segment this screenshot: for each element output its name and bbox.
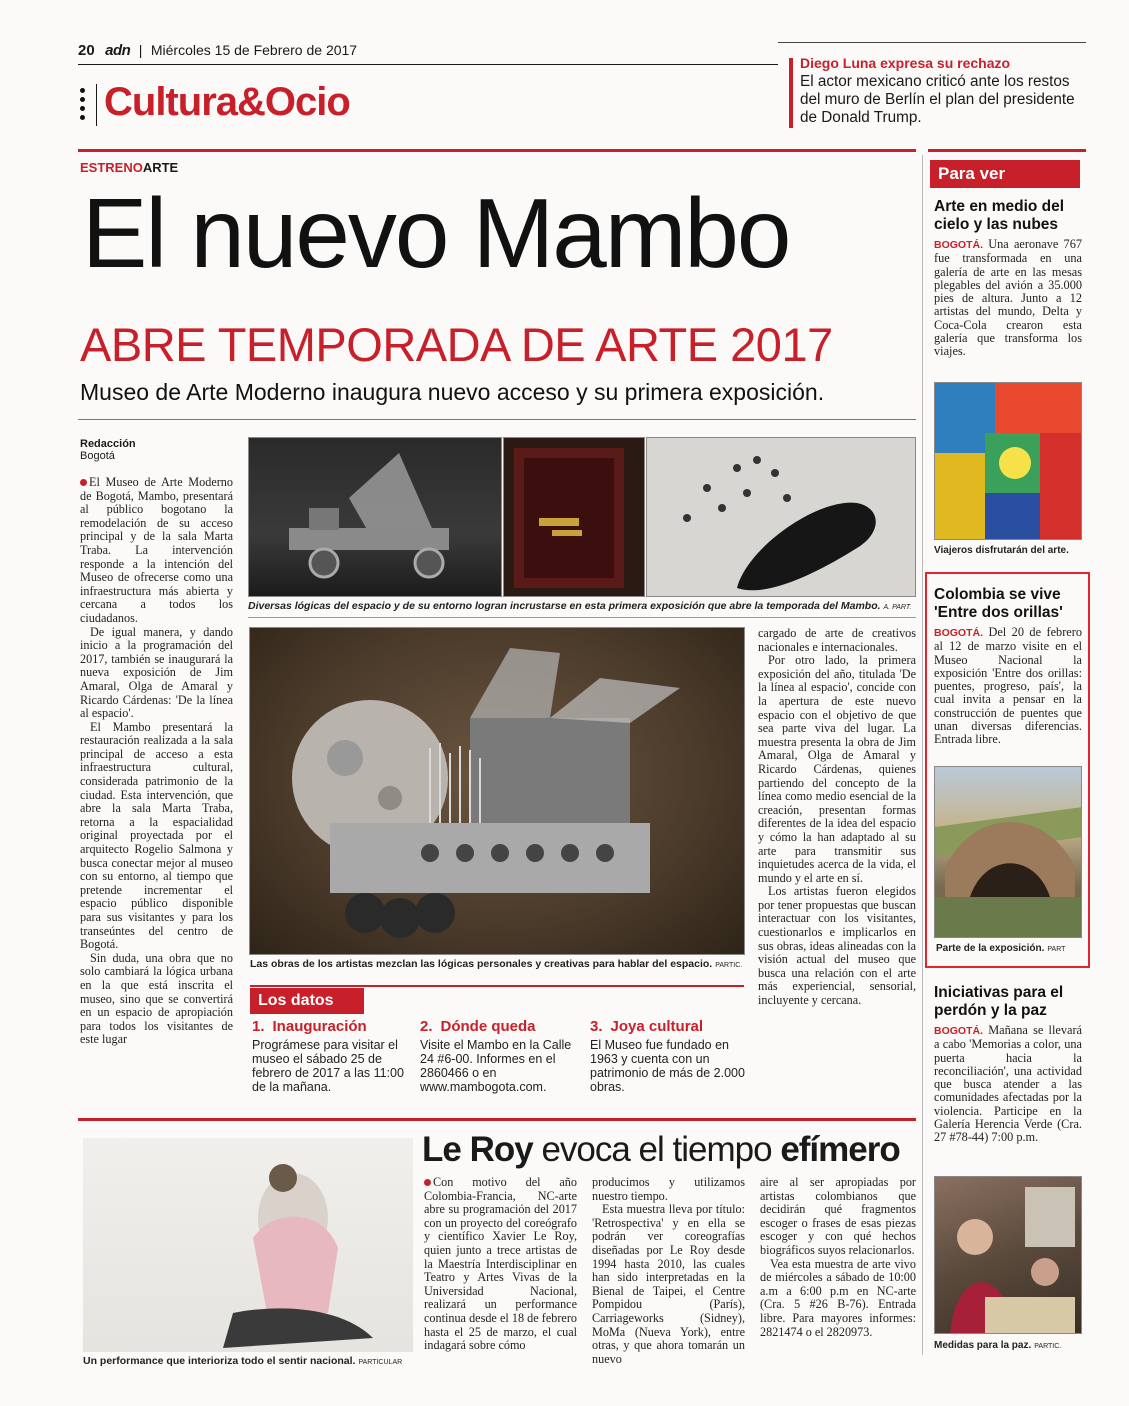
kicker-red: ESTRENO bbox=[80, 160, 143, 175]
paragraph: cargado de arte de creativos nacionales e internacionales. bbox=[758, 627, 916, 654]
sidebar-item-3-caption: Medidas para la paz. PARTIC. bbox=[934, 1340, 1062, 1351]
paragraph: Esta muestra lleva por título: 'Retrospectiva' y en ella se podrán ver coreografías diseñadas por Le Roy desde 1994 hasta 2010, las cuales han sido interpretadas en la Bienal de Taipei, el Centre Pompidou (París), Carriageworks (Sidney), MoMa (Nueva York), entre otras, y que ahora tomarán un nuevo bbox=[592, 1202, 745, 1366]
leroy-photo-caption: Un performance que interioriza todo el sentir nacional. PARTICULAR bbox=[83, 1355, 403, 1367]
brand-logo: adn bbox=[105, 42, 131, 59]
article-title: El nuevo Mambo bbox=[82, 178, 790, 288]
sidebar-item-title: Arte en medio del cielo y las nubes bbox=[934, 198, 1065, 233]
photo-performance bbox=[83, 1138, 413, 1352]
section-rule bbox=[78, 149, 916, 152]
paragraph: Por otro lado, la primera exposición del año, titulada 'De la línea al espacio', concide con la apertura de este nuevo espacio con el objetivo de que sea parte viva del lugar. La muestra presenta la obra de Jim Amaral, Olga de Amaral y Ricardo Cárdenas, quienes partiendo del concepto de la línea como medio esencial de la creación, presentan formas diferentes de la idea del espacio y cómo la han adaptado al su arte para transmitir sus inquietudes acerca de la vida, el mundo y el arte en sí. bbox=[758, 653, 916, 885]
kicker bbox=[80, 160, 178, 175]
teaser-headline: Diego Luna expresa su rechazo bbox=[800, 55, 1011, 71]
article-deck: Museo de Arte Moderno inaugura nuevo acceso y su primera exposición. bbox=[80, 379, 825, 405]
paragraph: De igual manera, y dando inicio a la programación del 2017, también se inaugurará la nueva exposición de Jim Amaral, Olga de Amaral y Ricardo Cárdenas: 'De la línea al espacio'. bbox=[80, 624, 233, 721]
sidebar-item-1-caption: Viajeros disfrutarán del arte. bbox=[934, 545, 1069, 556]
kicker-black: ARTE bbox=[142, 160, 179, 175]
section-dots-icon bbox=[78, 88, 88, 124]
leroy-column-2 bbox=[592, 1176, 745, 1366]
article-subtitle: ABRE TEMPORADA DE ARTE 2017 bbox=[80, 318, 833, 371]
sidebar-item-3: Iniciativas para el perdón y la paz BOGOTÁ. Mañana se llevará a cabo 'Memorias a color, una puerta hacia la reconciliación', una actividad que busca atender a las comunidades afectadas por la violencia. Participe en la Galería Herencia Verde (Cra. 27 #78-44) 7:00 p.m. bbox=[934, 984, 1082, 1145]
page-number: 20 bbox=[78, 42, 95, 59]
photo-tapestry bbox=[503, 437, 645, 597]
sidebar-label: Para ver bbox=[930, 160, 1080, 188]
photo-installation bbox=[646, 437, 916, 597]
masthead: 20 adn | Miércoles 15 de Febrero de 2017 bbox=[78, 42, 358, 59]
bullet-icon bbox=[80, 479, 87, 486]
photo1-caption: Diversas lógicas del espacio y de su entorno logran incrustarse en esta primera exposición que abre la temporada del Mambo. A. PART. bbox=[248, 600, 912, 612]
photo2-caption: Las obras de los artistas mezclan las lógicas personales y creativas para hablar del espacio. PARTIC. bbox=[250, 958, 743, 970]
sidebar-item-1: Arte en medio del cielo y las nubes BOGOTÁ. Una aeronave 767 fue transformada en una galería de arte en las mesas plegables del avión a 35.000 pies de altura. Junto a 12 artistas del mundo, Delta y Coca-Cola crearon esta galería que transforma los viajes. bbox=[934, 198, 1082, 359]
paragraph: producimos y utilizamos nuestro tiempo. bbox=[592, 1176, 745, 1203]
masthead-rule bbox=[78, 64, 778, 65]
photo-peace-workshop bbox=[934, 1176, 1082, 1334]
photo-art-plane bbox=[934, 382, 1082, 540]
bullet-icon bbox=[424, 1179, 431, 1186]
sidebar-item-title: Colombia se vive 'Entre dos orillas' bbox=[934, 586, 1063, 621]
photo-bridge bbox=[934, 766, 1082, 938]
paragraph: El Mambo presentará la restauración realizada a la sala principal de acceso a esta infraestructura cultural, considerada patrimonio de la ciudad. Esta intervención, que abre la sala Marta Traba, retorna a la espacialidad original proyectada por el arquitecto Rogelio Salmona y busca conectar mejor al museo con su entorno, al tiempo que pretende incrementar el espacio público disponible para sus visitantes y para los transeúntes del centro de Bogotá. bbox=[80, 719, 233, 952]
photo-sculpture-1 bbox=[248, 437, 502, 597]
teaser-bar bbox=[789, 58, 793, 128]
sidebar-item-2: Colombia se vive 'Entre dos orillas' BOGOTÁ. Del 20 de febrero al 12 de marzo visite en el Museo Nacional la exposición 'Entre dos orillas: puentes, progreso, país', la cual invita a pensar en la construcción de puentes que unan diversas diferencias. Entrada libre. bbox=[934, 586, 1082, 747]
byline-city: Bogotá bbox=[80, 450, 115, 462]
paragraph: Sin duda, una obra que no solo cambiará la lógica urbana en la que está inscrita el museo, sino que se convertirá en un espacio de apropiación para todos los visitantes de este lugar bbox=[80, 950, 233, 1047]
sidebar-item-2-caption: Parte de la exposición. PART bbox=[936, 943, 1066, 954]
article-column-3 bbox=[758, 627, 916, 1097]
paragraph: aire al ser apropiadas por artistas colombianos que decidirán qué fragmentos escoger o frases de esas piezas escoger y con qué hechos biográficos suyos relacionarlos. bbox=[760, 1176, 916, 1257]
photo-sculpture-moon bbox=[249, 627, 745, 955]
leroy-column-3 bbox=[760, 1176, 916, 1366]
datos-item-2: 2. Dónde queda Visite el Mambo en la Calle 24 #6-00. Informes en el 2860466 o en www.mambogota.com. bbox=[420, 1018, 572, 1094]
datos-item-3: 3. Joya cultural El Museo fue fundado en 1963 y cuenta con un patrimonio de más de 2.000 obras. bbox=[590, 1018, 745, 1094]
paragraph: Los artistas fueron elegidos por tener propuestas que buscan interactuar con los visitantes, cuestionarlos e implicarlos en sus obras, ideas alineadas con la visión actual del museo que busca una relación con el arte más experiencial, sensorial, incluyente y cercana. bbox=[758, 884, 916, 1008]
paragraph: Vea esta muestra de arte vivo de miércoles a sábado de 10:00 a.m a 6:00 p.m en NC-arte (Cra. 5 #26 B-76). Entrada libre. Para mayores informes: 2821474 o el 2820973. bbox=[760, 1256, 916, 1339]
byline bbox=[80, 438, 230, 462]
teaser bbox=[800, 55, 1090, 127]
paragraph: El Museo de Arte Moderno de Bogotá, Mambo, presentará al público bogotano la remodelación de su acceso principal y de la sala Marta Traba. La intervención responde a la intención del Museo de ofrecerse como una infraestructura más abierta y cercana a todos los ciudadanos. bbox=[80, 476, 233, 625]
section-title: Cultura&Ocio bbox=[104, 80, 350, 124]
datos-item-1: 1. Inauguración Prográmese para visitar el museo el sábado 25 de febrero de 2017 a las 11:00 de la mañana. bbox=[252, 1018, 404, 1094]
article-column-1 bbox=[80, 476, 233, 1108]
leroy-title: Le Roy evoca el tiempo efímero bbox=[422, 1130, 900, 1169]
leroy-column-1 bbox=[424, 1176, 577, 1366]
sidebar-item-title: Iniciativas para el perdón y la paz bbox=[934, 984, 1064, 1019]
issue-date: Miércoles 15 de Febrero de 2017 bbox=[150, 42, 358, 58]
datos-label: Los datos bbox=[250, 988, 364, 1014]
paragraph: Con motivo del año Colombia-Francia, NC-arte abre su programación del 2017 con un proyecto del coreógrafo y científico Xavier Le Roy, quien junto a trece artistas de la Maestría Interdisciplinar en Teatro y Artes Vivas de la Universidad Nacional, realizará un performance continua desde el 18 de febrero hasta el 25 de marzo, el cual indagará sobre cómo bbox=[424, 1176, 577, 1353]
teaser-text: El actor mexicano criticó ante los restos del muro de Berlín el plan del presidente de Donald Trump. bbox=[800, 73, 1075, 126]
byline-author: Redacción bbox=[80, 438, 136, 450]
